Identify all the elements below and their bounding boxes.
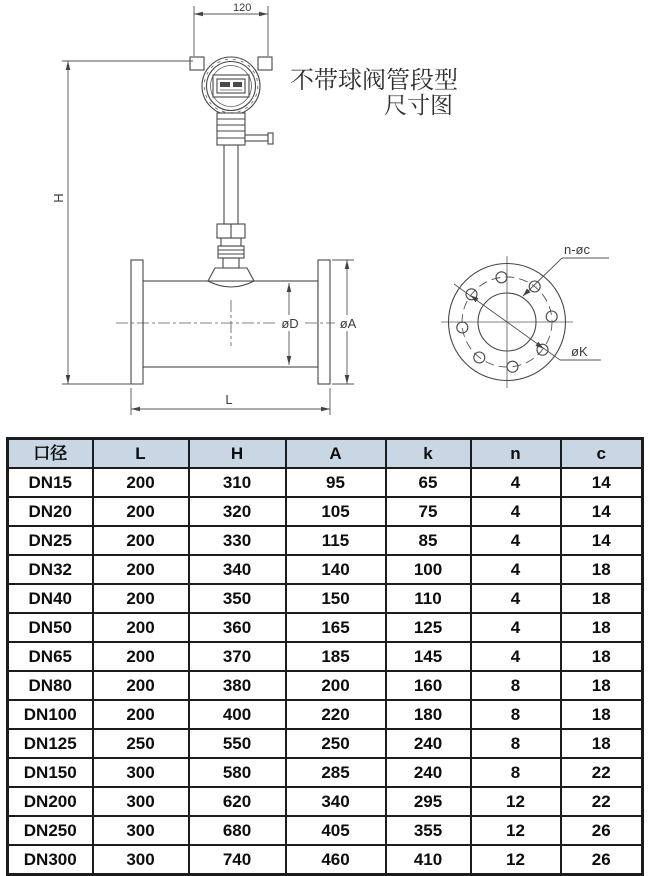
- table-cell: 300: [93, 758, 189, 787]
- table-cell: 200: [93, 526, 189, 555]
- column-header: c: [561, 439, 643, 469]
- row-label: DN20: [8, 497, 93, 526]
- dimension-L: [131, 388, 330, 415]
- table-cell: 200: [93, 584, 189, 613]
- table-cell: 200: [93, 700, 189, 729]
- table-row: [8, 584, 643, 613]
- table-cell: 285: [286, 758, 386, 787]
- lock-nut: [218, 246, 244, 258]
- table-cell: 340: [189, 555, 286, 584]
- table-cell: 105: [286, 497, 386, 526]
- table-cell: 14: [561, 526, 643, 555]
- table-cell: 14: [561, 468, 643, 497]
- column-header: k: [386, 439, 471, 469]
- table-row: [8, 787, 643, 816]
- dimension-table-body: [8, 468, 643, 875]
- table-header-row: [8, 439, 643, 469]
- table-cell: 185: [286, 642, 386, 671]
- table-cell: 340: [286, 787, 386, 816]
- table-cell: 295: [386, 787, 471, 816]
- table-cell: 12: [471, 787, 561, 816]
- table-row: [8, 497, 643, 526]
- row-label: DN32: [8, 555, 93, 584]
- table-cell: 300: [93, 845, 189, 875]
- row-label: DN150: [8, 758, 93, 787]
- row-label: DN40: [8, 584, 93, 613]
- table-cell: 300: [93, 816, 189, 845]
- table-row: [8, 468, 643, 497]
- table-cell: 4: [471, 468, 561, 497]
- table-cell: 4: [471, 613, 561, 642]
- table-cell: 145: [386, 642, 471, 671]
- dim-bolt-circle-label: øK: [571, 344, 588, 359]
- table-row: [8, 526, 643, 555]
- table-cell: 26: [561, 845, 643, 875]
- table-cell: 740: [189, 845, 286, 875]
- table-row: [8, 671, 643, 700]
- table-cell: 680: [189, 816, 286, 845]
- table-row: [8, 642, 643, 671]
- drawing-title-line1: 不带球阀管段型: [290, 67, 458, 94]
- table-cell: 18: [561, 729, 643, 758]
- table-cell: 4: [471, 584, 561, 613]
- table-cell: 200: [93, 468, 189, 497]
- dim-length-label: L: [225, 392, 233, 407]
- table-cell: 200: [93, 613, 189, 642]
- table-cell: 95: [286, 468, 386, 497]
- row-label: DN65: [8, 642, 93, 671]
- table-cell: 26: [561, 816, 643, 845]
- table-cell: 200: [93, 555, 189, 584]
- table-cell: 65: [386, 468, 471, 497]
- table-row: [8, 700, 643, 729]
- table-cell: 620: [189, 787, 286, 816]
- table-cell: 350: [189, 584, 286, 613]
- row-label: DN250: [8, 816, 93, 845]
- flange-end-view: [441, 242, 609, 388]
- table-cell: 14: [561, 497, 643, 526]
- table-row: [8, 816, 643, 845]
- left-flange: [131, 260, 143, 384]
- table-cell: 18: [561, 671, 643, 700]
- drawing-title: [290, 67, 458, 118]
- table-cell: 4: [471, 555, 561, 584]
- flowmeter-side-view: [116, 57, 346, 384]
- display-window: [213, 75, 249, 97]
- row-label: DN125: [8, 729, 93, 758]
- table-cell: 4: [471, 526, 561, 555]
- table-cell: 18: [561, 555, 643, 584]
- table-cell: 405: [286, 816, 386, 845]
- table-cell: 320: [189, 497, 286, 526]
- table-cell: 250: [93, 729, 189, 758]
- table-cell: 200: [93, 642, 189, 671]
- left-ear: [190, 57, 204, 70]
- table-cell: 330: [189, 526, 286, 555]
- table-cell: 220: [286, 700, 386, 729]
- dim-head-width-label: 120: [233, 2, 252, 14]
- table-cell: 200: [93, 497, 189, 526]
- table-cell: 22: [561, 787, 643, 816]
- table-cell: 240: [386, 729, 471, 758]
- dim-inner-diameter-label: øD: [281, 316, 299, 331]
- table-cell: 100: [386, 555, 471, 584]
- table-cell: 165: [286, 613, 386, 642]
- drawing-title-line2: 尺寸图: [384, 92, 453, 118]
- row-label: DN80: [8, 671, 93, 700]
- table-cell: 140: [286, 555, 386, 584]
- table-cell: 4: [471, 497, 561, 526]
- table-row: [8, 758, 643, 787]
- table-cell: 460: [286, 845, 386, 875]
- column-header: 口径: [8, 439, 93, 469]
- table-cell: 250: [286, 729, 386, 758]
- table-cell: 300: [93, 787, 189, 816]
- table-cell: 18: [561, 642, 643, 671]
- table-cell: 125: [386, 613, 471, 642]
- table-cell: 115: [286, 526, 386, 555]
- row-label: DN200: [8, 787, 93, 816]
- dimension-120: [194, 2, 268, 56]
- table-cell: 110: [386, 584, 471, 613]
- stem-tube: [224, 145, 238, 224]
- dimension-flange-diameter: [332, 260, 361, 384]
- table-cell: 8: [471, 671, 561, 700]
- table-cell: 355: [386, 816, 471, 845]
- table-cell: 200: [286, 671, 386, 700]
- table-row: [8, 555, 643, 584]
- table-cell: 360: [189, 613, 286, 642]
- column-header: H: [189, 439, 286, 469]
- dim-height-label: H: [51, 193, 66, 203]
- column-header: A: [286, 439, 386, 469]
- table-cell: 85: [386, 526, 471, 555]
- cable-entry: [245, 135, 268, 141]
- row-label: DN300: [8, 845, 93, 875]
- technical-drawing: [0, 0, 650, 436]
- table-cell: 310: [189, 468, 286, 497]
- table-cell: 200: [93, 671, 189, 700]
- table-cell: 8: [471, 729, 561, 758]
- table-cell: 380: [189, 671, 286, 700]
- table-cell: 400: [189, 700, 286, 729]
- head-neck: [217, 113, 245, 145]
- sensor-boss: [208, 268, 254, 281]
- table-cell: 18: [561, 700, 643, 729]
- row-label: DN15: [8, 468, 93, 497]
- table-row: [8, 613, 643, 642]
- table-cell: 18: [561, 584, 643, 613]
- table-cell: 550: [189, 729, 286, 758]
- table-cell: 4: [471, 642, 561, 671]
- transmitter-head: [190, 57, 273, 145]
- table-cell: 75: [386, 497, 471, 526]
- dim-flange-diameter-label: øA: [339, 316, 357, 331]
- row-label: DN25: [8, 526, 93, 555]
- table-cell: 8: [471, 700, 561, 729]
- row-label: DN100: [8, 700, 93, 729]
- table-cell: 410: [386, 845, 471, 875]
- right-ear: [258, 57, 272, 70]
- table-cell: 18: [561, 613, 643, 642]
- column-header: n: [471, 439, 561, 469]
- dimension-table: [6, 437, 644, 876]
- dim-bolt-holes-label: n-øc: [564, 242, 590, 257]
- table-cell: 150: [286, 584, 386, 613]
- right-flange: [318, 260, 330, 384]
- table-cell: 22: [561, 758, 643, 787]
- table-cell: 180: [386, 700, 471, 729]
- table-row: [8, 729, 643, 758]
- row-label: DN50: [8, 613, 93, 642]
- column-header: L: [93, 439, 189, 469]
- table-cell: 160: [386, 671, 471, 700]
- table-cell: 12: [471, 845, 561, 875]
- table-cell: 370: [189, 642, 286, 671]
- table-cell: 12: [471, 816, 561, 845]
- table-cell: 240: [386, 758, 471, 787]
- table-row: [8, 845, 643, 875]
- table-cell: 580: [189, 758, 286, 787]
- table-cell: 8: [471, 758, 561, 787]
